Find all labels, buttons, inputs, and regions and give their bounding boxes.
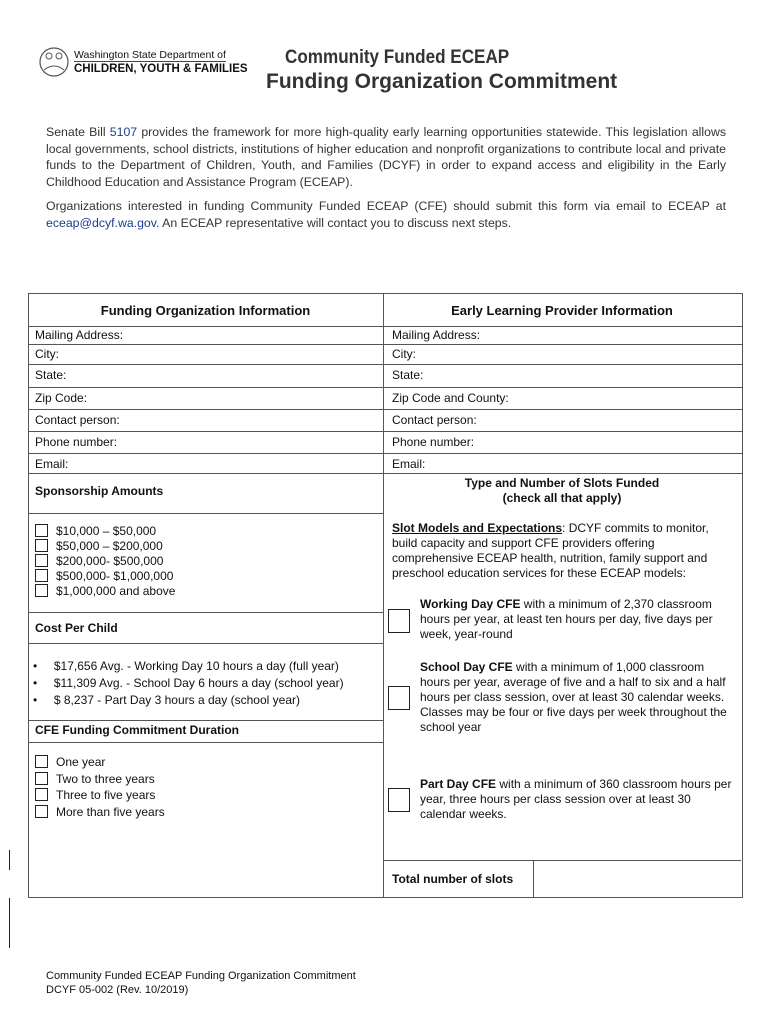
sponsorship-options: [35, 524, 175, 599]
provider-contact-field[interactable]: Contact person:: [392, 413, 477, 427]
part-day-model: Part Day CFE with a minimum of 360 classroom hours per year, three hours per class session over at least 30 calendar weeks.: [420, 777, 732, 821]
cost-list: [33, 658, 344, 709]
part-day-checkbox[interactable]: [388, 788, 410, 812]
org-zip-field[interactable]: Zip Code:: [35, 391, 88, 405]
org-state-field[interactable]: State:: [35, 368, 67, 382]
sponsorship-option[interactable]: $50,000 – $200,000: [35, 539, 175, 554]
provider-email-field[interactable]: Email:: [392, 457, 426, 471]
sponsorship-heading: Sponsorship Amounts: [35, 484, 164, 498]
checkbox[interactable]: [35, 772, 48, 785]
provider-phone-field[interactable]: Phone number:: [392, 435, 475, 449]
working-day-checkbox[interactable]: [388, 609, 410, 633]
cost-per-child-heading: Cost Per Child: [35, 621, 118, 635]
org-contact-field[interactable]: Contact person:: [35, 413, 120, 427]
provider-city-field[interactable]: City:: [392, 347, 416, 361]
org-email-field[interactable]: Email:: [35, 457, 69, 471]
family-logo-icon: [38, 46, 70, 78]
org-mailing-field[interactable]: Mailing Address:: [35, 328, 124, 342]
sponsorship-option[interactable]: $500,000- $1,000,000: [35, 569, 175, 584]
intro-paragraph-2: Organizations interested in funding Community Funded ECEAP (CFE) should submit this form via email to ECEAP at eceap@dcyf.wa.gov. An ECEAP representative will contact you to discuss next steps.: [46, 199, 726, 230]
page-title: Funding Organization Commitment: [266, 70, 618, 93]
org-phone-field[interactable]: Phone number:: [35, 435, 118, 449]
sponsorship-option[interactable]: $200,000- $500,000: [35, 554, 175, 569]
checkbox[interactable]: [35, 805, 48, 818]
checkbox[interactable]: [35, 554, 48, 567]
cost-item: • $17,656 Avg. - Working Day 10 hours a day (full year): [33, 659, 339, 673]
total-slots-input[interactable]: [534, 861, 740, 896]
duration-option[interactable]: Two to three years: [35, 771, 165, 788]
duration-option[interactable]: More than five years: [35, 804, 165, 821]
provider-zip-county-field[interactable]: Zip Code and County:: [392, 391, 509, 405]
checkbox[interactable]: [35, 569, 48, 582]
working-day-model: Working Day CFE with a minimum of 2,370 classroom hours per year, at least ten hours per day, five days per week, year-round: [420, 597, 713, 641]
checkbox[interactable]: [35, 755, 48, 768]
checkbox[interactable]: [35, 539, 48, 552]
slots-heading: Type and Number of Slots Funded (check all that apply): [464, 476, 660, 505]
sponsorship-option[interactable]: $10,000 – $50,000: [35, 524, 175, 539]
total-slots-label: Total number of slots: [392, 872, 514, 886]
email-link[interactable]: eceap@dcyf.wa.gov: [46, 215, 157, 230]
footer: [46, 969, 356, 997]
duration-option[interactable]: One year: [35, 754, 165, 771]
slot-models-text: Slot Models and Expectations: DCYF commits to monitor, build capacity and support CFE providers offering comprehensive ECEAP health, nutrition, family support and preschool education services for these ECEAP models:: [392, 521, 709, 580]
provider-heading: Early Learning Provider Information: [451, 303, 673, 318]
cost-item: • $11,309 Avg. - School Day 6 hours a day (school year): [33, 676, 344, 690]
org-city-field[interactable]: City:: [35, 347, 59, 361]
dcyf-logo: [38, 46, 248, 83]
checkbox[interactable]: [35, 788, 48, 801]
senate-bill-link[interactable]: 5107: [109, 125, 138, 139]
sponsorship-option[interactable]: $1,000,000 and above: [35, 584, 175, 599]
checkbox[interactable]: [35, 524, 48, 537]
provider-mailing-field[interactable]: Mailing Address:: [392, 328, 481, 342]
provider-state-field[interactable]: State:: [392, 368, 424, 382]
logo-line1: Washington State Department of: [74, 49, 226, 61]
school-day-model: School Day CFE with a minimum of 1,000 classroom hours per year, average of five and a half to six and a half hours per class session, over at least 30 calendar weeks. Classes may be four or five days per week throughout the school year: [420, 660, 727, 734]
title-line1: Community Funded ECEAP: [285, 47, 510, 68]
duration-heading: CFE Funding Commitment Duration: [35, 723, 239, 737]
footer-form-name: Community Funded ECEAP Funding Organization Commitment: [46, 970, 356, 982]
cost-item: • $ 8,237 - Part Day 3 hours a day (school year): [33, 693, 300, 707]
checkbox[interactable]: [35, 584, 48, 597]
intro-paragraph-1: Senate Bill 5107 provides the framework for more high-quality early learning opportunities statewide. This legislation allows local governments, school districts, institutions of higher education and nonprofit organizations to contribute local and private funds to the Department of Children, Youth, and Families (DCYF) in order to expand access and eligibility in the Early Childhood Education and Assistance Program (ECEAP).: [46, 125, 726, 189]
footer-form-number: DCYF 05-002 (Rev. 10/2019): [46, 984, 189, 996]
duration-options: [35, 754, 165, 820]
school-day-checkbox[interactable]: [388, 686, 410, 710]
logo-line2: CHILDREN, YOUTH & FAMILIES: [74, 63, 248, 75]
funding-org-heading: Funding Organization Information: [100, 303, 311, 318]
duration-option[interactable]: Three to five years: [35, 787, 165, 804]
